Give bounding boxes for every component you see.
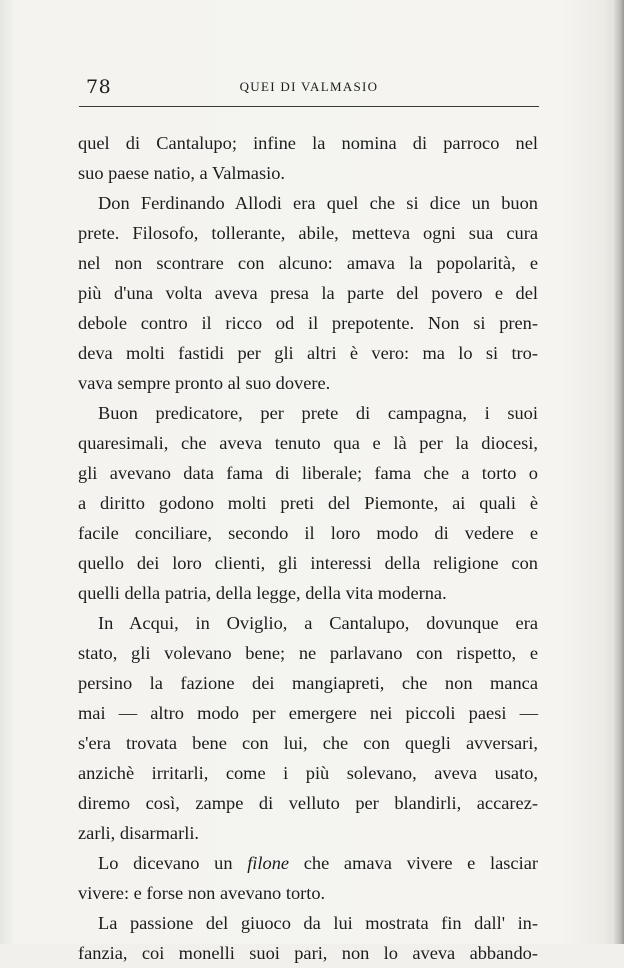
text-line: s'era trovata bene con lui, che con quegli avversari, — [78, 733, 538, 753]
text-line: quaresimali, che aveva tenuto qua e là per la diocesi, — [78, 433, 538, 453]
text-line: zarli, disarmarli. — [78, 823, 200, 843]
text-line: fanzia, coi monelli suoi pari, non lo aveva abbando- — [78, 943, 538, 963]
text-line: Buon predicatore, per prete di campagna, i suoi — [98, 403, 538, 423]
text-line: persino la fazione dei mangiapreti, che non manca — [78, 673, 538, 693]
text-segment: che amava vivere e lasciar — [289, 853, 538, 873]
page-header — [78, 76, 540, 100]
text-line: quello dei loro clienti, gli interessi della religione con — [78, 553, 538, 573]
page-number: 78 — [86, 76, 112, 98]
text-line: deva molti fastidi per gli altri è vero: ma lo si tro- — [78, 343, 538, 363]
text-line: prete. Filosofo, tollerante, abile, metteva ogni sua cura — [78, 223, 538, 243]
italic-word: filone — [247, 853, 290, 873]
text-line: Don Ferdinando Allodi era quel che si dice un buon — [98, 193, 538, 213]
text-line: debole contro il ricco od il prepotente. Non si pren- — [78, 313, 538, 333]
text-line: diremo così, zampe di velluto per blandirli, accarez- — [78, 793, 538, 813]
text-line: suo paese natio, a Valmasio. — [78, 163, 286, 183]
text-line: vava sempre pronto al suo dovere. — [78, 373, 331, 393]
text-line: stato, gli volevano bene; ne parlavano con rispetto, e — [78, 643, 538, 663]
body-text — [78, 128, 538, 968]
text-line: gli avevano data fama di liberale; fama che a torto o — [78, 463, 538, 483]
header-rule — [79, 106, 539, 107]
page-edge — [612, 0, 624, 944]
text-line: quel di Cantalupo; infine la nomina di parroco nel — [78, 133, 538, 153]
text-line: anzichè irritarli, come i più solevano, aveva usato, — [78, 763, 538, 783]
text-line: mai — altro modo per emergere nei piccoli paesi — — [78, 703, 538, 723]
text-segment: Lo dicevano un — [98, 853, 248, 873]
text-line-with-italic — [78, 848, 538, 878]
running-title: QUEI DI VALMASIO — [239, 79, 379, 94]
text-line: a diritto godono molti preti del Piemonte, ai quali è — [78, 493, 538, 513]
text-line: La passione del giuoco da lui mostrata fin dall' in- — [98, 913, 538, 933]
text-line: nel non scontrare con alcuno: amava la popolarità, e — [78, 253, 538, 273]
text-line: più d'una volta aveva presa la parte del povero e del — [78, 283, 538, 303]
text-line: quelli della patria, della legge, della vita moderna. — [78, 583, 447, 603]
text-line: facile conciliare, secondo il loro modo di vedere e — [78, 523, 538, 543]
text-line: vivere: e forse non avevano torto. — [78, 883, 326, 903]
text-line: In Acqui, in Oviglio, a Cantalupo, dovunque era — [98, 613, 538, 633]
